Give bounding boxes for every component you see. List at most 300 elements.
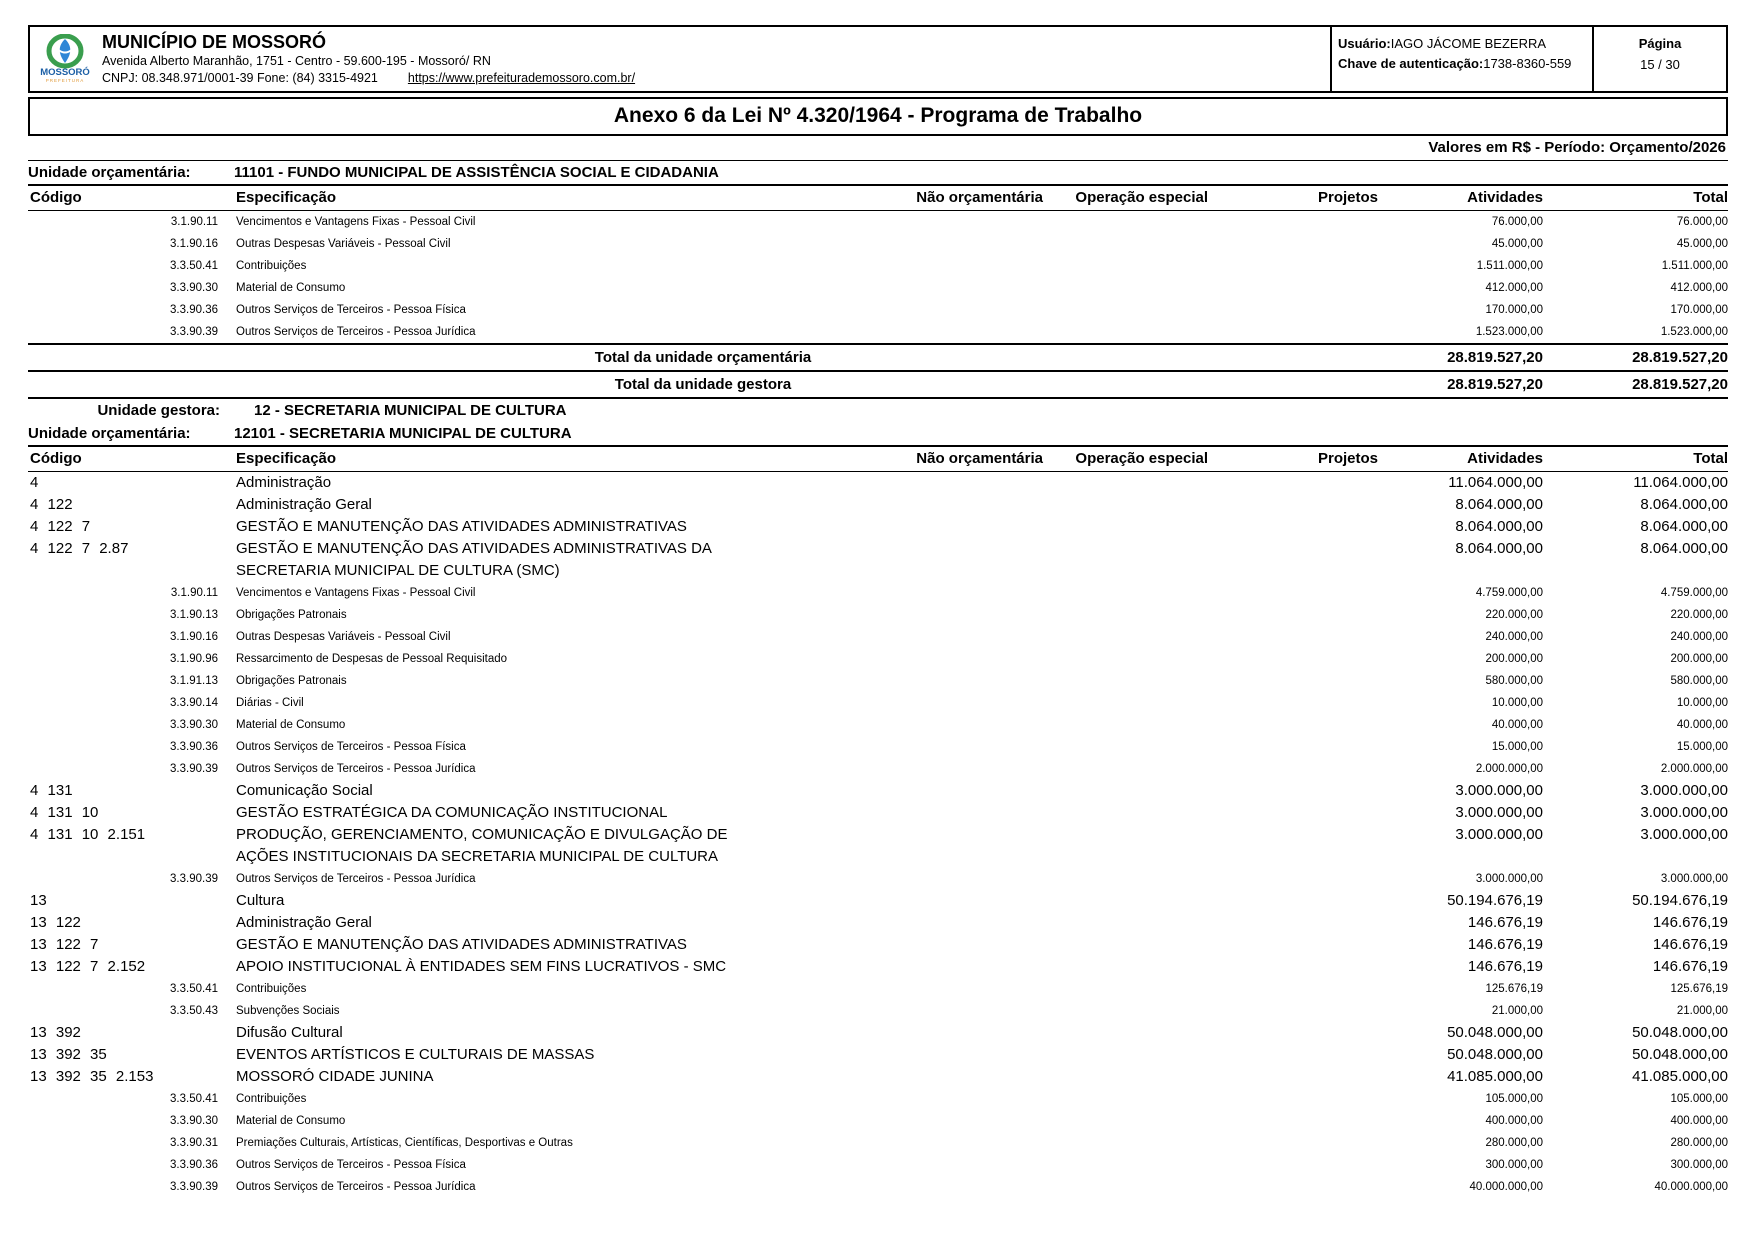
spec-cell (228, 978, 903, 1000)
spec-cell (228, 802, 903, 824)
spec-cell (228, 1088, 903, 1110)
table-row (28, 758, 1728, 780)
spec-text: Ressarcimento de Despesas de Pessoal Requisitado (236, 653, 508, 665)
code-cell: 4 (30, 474, 39, 491)
total-cell: 3.000.000,00 (1640, 804, 1728, 821)
spec-text: Cultura (236, 892, 285, 909)
projetos-cell (1208, 714, 1378, 715)
atividades-cell: 2.000.000,00 (1475, 763, 1543, 775)
operacao-especial-cell (1043, 211, 1208, 212)
spec-text: Outras Despesas Variáveis - Pessoal Civil (236, 238, 451, 250)
operacao-especial-cell (1043, 1132, 1208, 1133)
atividades-cell: 50.048.000,00 (1447, 1024, 1543, 1041)
total-cell: 280.000,00 (1670, 1137, 1728, 1149)
spec-cell (228, 868, 903, 890)
total-cell: 170.000,00 (1670, 304, 1728, 316)
report-title: Anexo 6 da Lei Nº 4.320/1964 - Programa de Trabalho (28, 97, 1728, 136)
code-cell: 4 131 10 (30, 804, 99, 821)
total-cell: 400.000,00 (1670, 1115, 1728, 1127)
total-cell: 50.048.000,00 (1632, 1024, 1728, 1041)
nao-orcamentaria-cell (903, 626, 1043, 627)
code-cell: 3.3.90.36 (170, 304, 218, 316)
operacao-especial-cell (1043, 604, 1208, 605)
header-identity (30, 27, 1330, 91)
projetos-cell (1208, 956, 1378, 957)
user-label: Usuário: (1338, 36, 1391, 51)
projetos-cell (1208, 494, 1378, 495)
projetos-cell (1208, 890, 1378, 891)
atividades-cell: 412.000,00 (1485, 282, 1543, 294)
unidade-gestora-value: 12 - SECRETARIA MUNICIPAL DE CULTURA (254, 402, 567, 419)
atividades-cell: 3.000.000,00 (1455, 826, 1543, 843)
total-cell: 3.000.000,00 (1640, 782, 1728, 799)
spec-cell (228, 582, 903, 604)
total-cell: 146.676,19 (1652, 914, 1728, 931)
table-row (28, 211, 1728, 233)
spec-text: Premiações Culturais, Artísticas, Científicas, Desportivas e Outras (236, 1137, 573, 1149)
atividades-total-cell: 28.819.527,20 (1447, 349, 1543, 366)
nao-orcamentaria-cell (903, 1000, 1043, 1001)
projetos-cell (1208, 648, 1378, 649)
code-cell: 13 392 35 2.153 (30, 1068, 154, 1085)
column-header-especificacao: Especificação (236, 189, 337, 206)
operacao-especial-cell (1043, 1154, 1208, 1155)
nao-orcamentaria-cell (903, 299, 1043, 300)
spec-cell (228, 824, 903, 868)
atividades-cell: 76.000,00 (1491, 216, 1543, 228)
projetos-cell (1208, 538, 1378, 539)
total-cell: 40.000,00 (1676, 719, 1728, 731)
spec-cell (228, 1132, 903, 1154)
nao-orcamentaria-cell (903, 1044, 1043, 1045)
code-cell: 13 122 7 (30, 936, 99, 953)
code-cell: 3.1.90.96 (170, 653, 218, 665)
total-cell: 146.676,19 (1652, 958, 1728, 975)
code-cell: 3.1.90.11 (170, 587, 218, 599)
operacao-especial-cell (1043, 692, 1208, 693)
spec-text: Material de Consumo (236, 719, 346, 731)
total-cell: 1.523.000,00 (1660, 326, 1728, 338)
code-cell: 4 122 7 2.87 (30, 540, 129, 557)
nao-orcamentaria-cell (903, 277, 1043, 278)
spec-text: GESTÃO E MANUTENÇÃO DAS ATIVIDADES ADMINISTRATIVAS DA SECRETARIA MUNICIPAL DE CULTURA (SMC) (236, 540, 712, 579)
code-cell: 3.3.90.36 (170, 1159, 218, 1171)
atividades-cell: 8.064.000,00 (1455, 540, 1543, 557)
column-header-nao-orcamentaria: Não orçamentária (916, 189, 1043, 206)
nao-orcamentaria-cell (903, 233, 1043, 234)
operacao-especial-cell (1043, 868, 1208, 869)
projetos-cell (1208, 299, 1378, 300)
operacao-especial-cell (1043, 321, 1208, 322)
operacao-especial-cell (1043, 472, 1208, 473)
atividades-cell: 41.085.000,00 (1447, 1068, 1543, 1085)
atividades-cell: 580.000,00 (1485, 675, 1543, 687)
column-header-especificacao: Especificação (236, 450, 337, 467)
spec-text: Outros Serviços de Terceiros - Pessoa Física (236, 304, 466, 316)
spec-cell (228, 758, 903, 780)
total-cell: 50.194.676,19 (1632, 892, 1728, 909)
total-cell: 220.000,00 (1670, 609, 1728, 621)
projetos-cell (1208, 824, 1378, 825)
spec-cell (228, 1110, 903, 1132)
atividades-cell: 4.759.000,00 (1475, 587, 1543, 599)
auth-key-line (1338, 56, 1586, 71)
atividades-cell: 15.000,00 (1491, 741, 1543, 753)
nao-orcamentaria-cell (903, 692, 1043, 693)
table-row (28, 582, 1728, 604)
unidade-gestora-line (28, 399, 1728, 422)
spec-text: EVENTOS ARTÍSTICOS E CULTURAIS DE MASSAS (236, 1046, 595, 1063)
column-header-row (28, 447, 1728, 472)
spec-cell (228, 890, 903, 912)
operacao-especial-cell (1043, 978, 1208, 979)
spec-cell (228, 538, 903, 582)
municipality-url-link[interactable]: https://www.prefeiturademossoro.com.br/ (407, 70, 636, 85)
spec-cell (228, 277, 903, 299)
spec-cell (228, 233, 903, 255)
code-cell: 4 122 (30, 496, 73, 513)
projetos-cell (1208, 912, 1378, 913)
code-cell: 4 131 10 2.151 (30, 826, 146, 843)
spec-cell (228, 604, 903, 626)
spec-cell (228, 1044, 903, 1066)
nao-orcamentaria-cell (903, 211, 1043, 212)
table-row (28, 1132, 1728, 1154)
page-label: Página (1638, 36, 1682, 51)
spec-text: Material de Consumo (236, 1115, 346, 1127)
unidade-orcamentaria-value: 12101 - SECRETARIA MUNICIPAL DE CULTURA (234, 425, 572, 442)
atividades-cell: 240.000,00 (1485, 631, 1543, 643)
user-info-box (1330, 27, 1592, 91)
code-cell: 4 131 (30, 782, 73, 799)
atividades-cell: 50.194.676,19 (1447, 892, 1543, 909)
projetos-cell (1208, 516, 1378, 517)
projetos-cell (1208, 934, 1378, 935)
atividades-cell: 280.000,00 (1485, 1137, 1543, 1149)
code-cell: 3.3.90.14 (170, 697, 218, 709)
code-cell: 3.3.90.30 (170, 719, 218, 731)
code-cell: 3.1.90.16 (170, 631, 218, 643)
code-cell: 3.3.90.36 (170, 741, 218, 753)
municipality-info (102, 33, 635, 86)
atividades-cell: 11.064.000,00 (1448, 474, 1543, 491)
spec-cell (228, 1000, 903, 1022)
code-cell: 3.1.90.11 (170, 216, 218, 228)
nao-orcamentaria-cell (903, 736, 1043, 737)
spec-text: Administração Geral (236, 914, 372, 931)
table-row (28, 604, 1728, 626)
atividades-cell: 1.523.000,00 (1475, 326, 1543, 338)
table-row (28, 626, 1728, 648)
projetos-cell (1208, 736, 1378, 737)
column-header-atividades: Atividades (1467, 450, 1543, 467)
spec-text: GESTÃO ESTRATÉGICA DA COMUNICAÇÃO INSTITUCIONAL (236, 804, 668, 821)
unidade-orcamentaria-line (28, 160, 1728, 186)
spec-text: Outros Serviços de Terceiros - Pessoa Jurídica (236, 873, 476, 885)
nao-orcamentaria-cell (903, 604, 1043, 605)
nao-orcamentaria-cell (903, 1154, 1043, 1155)
total-cell: 1.511.000,00 (1661, 260, 1728, 272)
mossoro-crest-icon (38, 34, 92, 84)
operacao-especial-cell (1043, 736, 1208, 737)
projetos-cell (1208, 472, 1378, 473)
spec-cell (228, 211, 903, 233)
spec-cell (228, 255, 903, 277)
operacao-especial-cell (1043, 299, 1208, 300)
column-header-codigo: Código (30, 189, 82, 206)
grand-total-cell: 28.819.527,20 (1632, 349, 1728, 366)
projetos-cell (1208, 277, 1378, 278)
spec-text: Outros Serviços de Terceiros - Pessoa Jurídica (236, 326, 476, 338)
atividades-cell: 50.048.000,00 (1447, 1046, 1543, 1063)
user-value: IAGO JÁCOME BEZERRA (1390, 36, 1547, 51)
table-row (28, 277, 1728, 299)
atividades-cell: 170.000,00 (1485, 304, 1543, 316)
column-header-projetos: Projetos (1317, 450, 1378, 467)
spec-cell (228, 714, 903, 736)
projetos-cell (1208, 1044, 1378, 1045)
total-cell: 45.000,00 (1676, 238, 1728, 250)
table-row (28, 714, 1728, 736)
nao-orcamentaria-cell (903, 1088, 1043, 1089)
spec-text: Vencimentos e Vantagens Fixas - Pessoal Civil (236, 587, 476, 599)
municipality-cnpj-phone: CNPJ: 08.348.971/0001-39 Fone: (84) 3315-4921 (102, 70, 378, 85)
code-cell: 3.3.90.39 (170, 1181, 218, 1193)
total-cell: 8.064.000,00 (1640, 540, 1728, 557)
table-row (28, 868, 1728, 890)
total-cell: 41.085.000,00 (1632, 1068, 1728, 1085)
code-cell: 13 392 35 (30, 1046, 107, 1063)
spec-text: Contribuições (236, 1093, 307, 1105)
column-header-atividades: Atividades (1467, 189, 1543, 206)
total-cell: 11.064.000,00 (1633, 474, 1728, 491)
code-cell: 13 122 7 2.152 (30, 958, 146, 975)
code-cell: 3.1.90.16 (170, 238, 218, 250)
operacao-especial-cell (1043, 516, 1208, 517)
code-cell: 3.3.90.30 (170, 1115, 218, 1127)
municipality-address: Avenida Alberto Maranhão, 1751 - Centro - 59.600-195 - Mossoró/ RN (102, 53, 491, 68)
table-row (28, 648, 1728, 670)
operacao-especial-cell (1043, 758, 1208, 759)
total-cell: 8.064.000,00 (1640, 496, 1728, 513)
spec-text: Material de Consumo (236, 282, 346, 294)
nao-orcamentaria-cell (903, 802, 1043, 803)
page-info-box (1592, 27, 1726, 91)
spec-text: Contribuições (236, 260, 307, 272)
spec-text: Obrigações Patronais (236, 675, 347, 687)
nao-orcamentaria-cell (903, 494, 1043, 495)
operacao-especial-cell (1043, 648, 1208, 649)
table-row (28, 736, 1728, 758)
operacao-especial-cell (1043, 1088, 1208, 1089)
total-cell: 15.000,00 (1676, 741, 1728, 753)
code-cell: 3.1.91.13 (170, 675, 218, 687)
atividades-cell: 105.000,00 (1485, 1093, 1543, 1105)
projetos-cell (1208, 582, 1378, 583)
spec-text: Administração (236, 474, 332, 491)
spec-cell (228, 1154, 903, 1176)
nao-orcamentaria-cell (903, 1022, 1043, 1023)
code-cell: 3.3.50.41 (170, 260, 218, 272)
atividades-cell: 3.000.000,00 (1455, 782, 1543, 799)
spec-text: Outros Serviços de Terceiros - Pessoa Jurídica (236, 763, 476, 775)
atividades-total-cell: 28.819.527,20 (1447, 376, 1543, 393)
spec-text: Subvenções Sociais (236, 1005, 340, 1017)
code-cell: 3.3.90.39 (170, 763, 218, 775)
total-cell: 10.000,00 (1676, 697, 1728, 709)
nao-orcamentaria-cell (903, 472, 1043, 473)
total-cell: 412.000,00 (1670, 282, 1728, 294)
spec-text: Difusão Cultural (236, 1024, 343, 1041)
unidade-orcamentaria-label: Unidade orçamentária: (28, 425, 191, 442)
projetos-cell (1208, 1154, 1378, 1155)
atividades-cell: 146.676,19 (1467, 958, 1543, 975)
table-row (28, 1154, 1728, 1176)
total-cell: 300.000,00 (1670, 1159, 1728, 1171)
total-cell: 3.000.000,00 (1660, 873, 1728, 885)
table-row (28, 824, 1728, 868)
report-body (28, 160, 1728, 1198)
period-note: Valores em R$ - Período: Orçamento/2026 (1428, 139, 1726, 156)
code-cell: 3.3.50.41 (170, 1093, 218, 1105)
projetos-cell (1208, 978, 1378, 979)
spec-cell (228, 494, 903, 516)
total-cell: 240.000,00 (1670, 631, 1728, 643)
nao-orcamentaria-cell (903, 890, 1043, 891)
spec-text: Contribuições (236, 983, 307, 995)
total-cell: 125.676,19 (1670, 983, 1728, 995)
cnpj-phone-line (102, 71, 635, 86)
spec-cell (228, 736, 903, 758)
user-line (1338, 36, 1586, 51)
operacao-especial-cell (1043, 956, 1208, 957)
total-cell: 3.000.000,00 (1640, 826, 1728, 843)
table-row (28, 692, 1728, 714)
total-cell: 40.000.000,00 (1654, 1181, 1728, 1193)
projetos-cell (1208, 255, 1378, 256)
total-cell: 200.000,00 (1670, 653, 1728, 665)
atividades-cell: 1.511.000,00 (1476, 260, 1543, 272)
table-row (28, 1000, 1728, 1022)
logo-wordmark: MOSSORÓ (40, 67, 90, 78)
operacao-especial-cell (1043, 255, 1208, 256)
operacao-especial-cell (1043, 1110, 1208, 1111)
table-row (28, 1176, 1728, 1198)
total-cell: 2.000.000,00 (1660, 763, 1728, 775)
spec-cell (228, 780, 903, 802)
column-header-operacao-especial: Operação especial (1075, 450, 1208, 467)
nao-orcamentaria-cell (903, 912, 1043, 913)
projetos-cell (1208, 1088, 1378, 1089)
atividades-cell: 146.676,19 (1467, 936, 1543, 953)
nao-orcamentaria-cell (903, 538, 1043, 539)
spec-text: MOSSORÓ CIDADE JUNINA (236, 1068, 434, 1085)
spec-text: Outros Serviços de Terceiros - Pessoa Física (236, 1159, 466, 1171)
municipality-name: MUNICÍPIO DE MOSSORÓ (102, 31, 327, 52)
projetos-cell (1208, 802, 1378, 803)
spec-cell (228, 648, 903, 670)
operacao-especial-cell (1043, 824, 1208, 825)
nao-orcamentaria-cell (903, 670, 1043, 671)
operacao-especial-cell (1043, 714, 1208, 715)
operacao-especial-cell (1043, 494, 1208, 495)
spec-cell (228, 1066, 903, 1088)
nao-orcamentaria-cell (903, 978, 1043, 979)
nao-orcamentaria-cell (903, 758, 1043, 759)
operacao-especial-cell (1043, 934, 1208, 935)
table-row (28, 494, 1728, 516)
spec-cell (228, 1022, 903, 1044)
spec-cell (228, 321, 903, 343)
unidade-orcamentaria-line (28, 422, 1728, 447)
column-header-nao-orcamentaria: Não orçamentária (916, 450, 1043, 467)
code-cell: 3.1.90.13 (170, 609, 218, 621)
spec-text: Outros Serviços de Terceiros - Pessoa Jurídica (236, 1181, 476, 1193)
table-row (28, 1088, 1728, 1110)
operacao-especial-cell (1043, 780, 1208, 781)
table-row (28, 472, 1728, 494)
spec-cell (228, 299, 903, 321)
code-cell: 13 (30, 892, 47, 909)
spec-text: Obrigações Patronais (236, 609, 347, 621)
total-cell: 8.064.000,00 (1640, 518, 1728, 535)
projetos-cell (1208, 233, 1378, 234)
table-row (28, 890, 1728, 912)
spec-text: Comunicação Social (236, 782, 373, 799)
table-row (28, 538, 1728, 582)
table-row (28, 299, 1728, 321)
nao-orcamentaria-cell (903, 824, 1043, 825)
spec-text: GESTÃO E MANUTENÇÃO DAS ATIVIDADES ADMINISTRATIVAS (236, 518, 687, 535)
total-row (28, 370, 1728, 399)
nao-orcamentaria-cell (903, 516, 1043, 517)
nao-orcamentaria-cell (903, 321, 1043, 322)
projetos-cell (1208, 626, 1378, 627)
projetos-cell (1208, 1132, 1378, 1133)
table-row (28, 780, 1728, 802)
projetos-cell (1208, 211, 1378, 212)
spec-cell (228, 472, 903, 494)
unidade-orcamentaria-label: Unidade orçamentária: (28, 164, 191, 181)
spec-text: Diárias - Civil (236, 697, 304, 709)
unidade-gestora-label: Unidade gestora: (97, 402, 220, 419)
operacao-especial-cell (1043, 1044, 1208, 1045)
column-header-total: Total (1693, 450, 1728, 467)
auth-key-label: Chave de autenticação: (1338, 56, 1484, 71)
total-row (28, 343, 1728, 370)
atividades-cell: 21.000,00 (1491, 1005, 1543, 1017)
spec-cell (228, 1176, 903, 1198)
atividades-cell: 220.000,00 (1485, 609, 1543, 621)
spec-text: Outras Despesas Variáveis - Pessoal Civil (236, 631, 451, 643)
table-row (28, 802, 1728, 824)
budget-section (28, 399, 1728, 1198)
table-row (28, 670, 1728, 692)
column-header-projetos: Projetos (1317, 189, 1378, 206)
total-cell: 76.000,00 (1676, 216, 1728, 228)
nao-orcamentaria-cell (903, 648, 1043, 649)
projetos-cell (1208, 758, 1378, 759)
table-row (28, 516, 1728, 538)
table-row (28, 1044, 1728, 1066)
projetos-cell (1208, 1066, 1378, 1067)
table-row (28, 1022, 1728, 1044)
spec-cell (228, 692, 903, 714)
operacao-especial-cell (1043, 802, 1208, 803)
total-cell: 50.048.000,00 (1632, 1046, 1728, 1063)
table-row (28, 912, 1728, 934)
nao-orcamentaria-cell (903, 1176, 1043, 1177)
